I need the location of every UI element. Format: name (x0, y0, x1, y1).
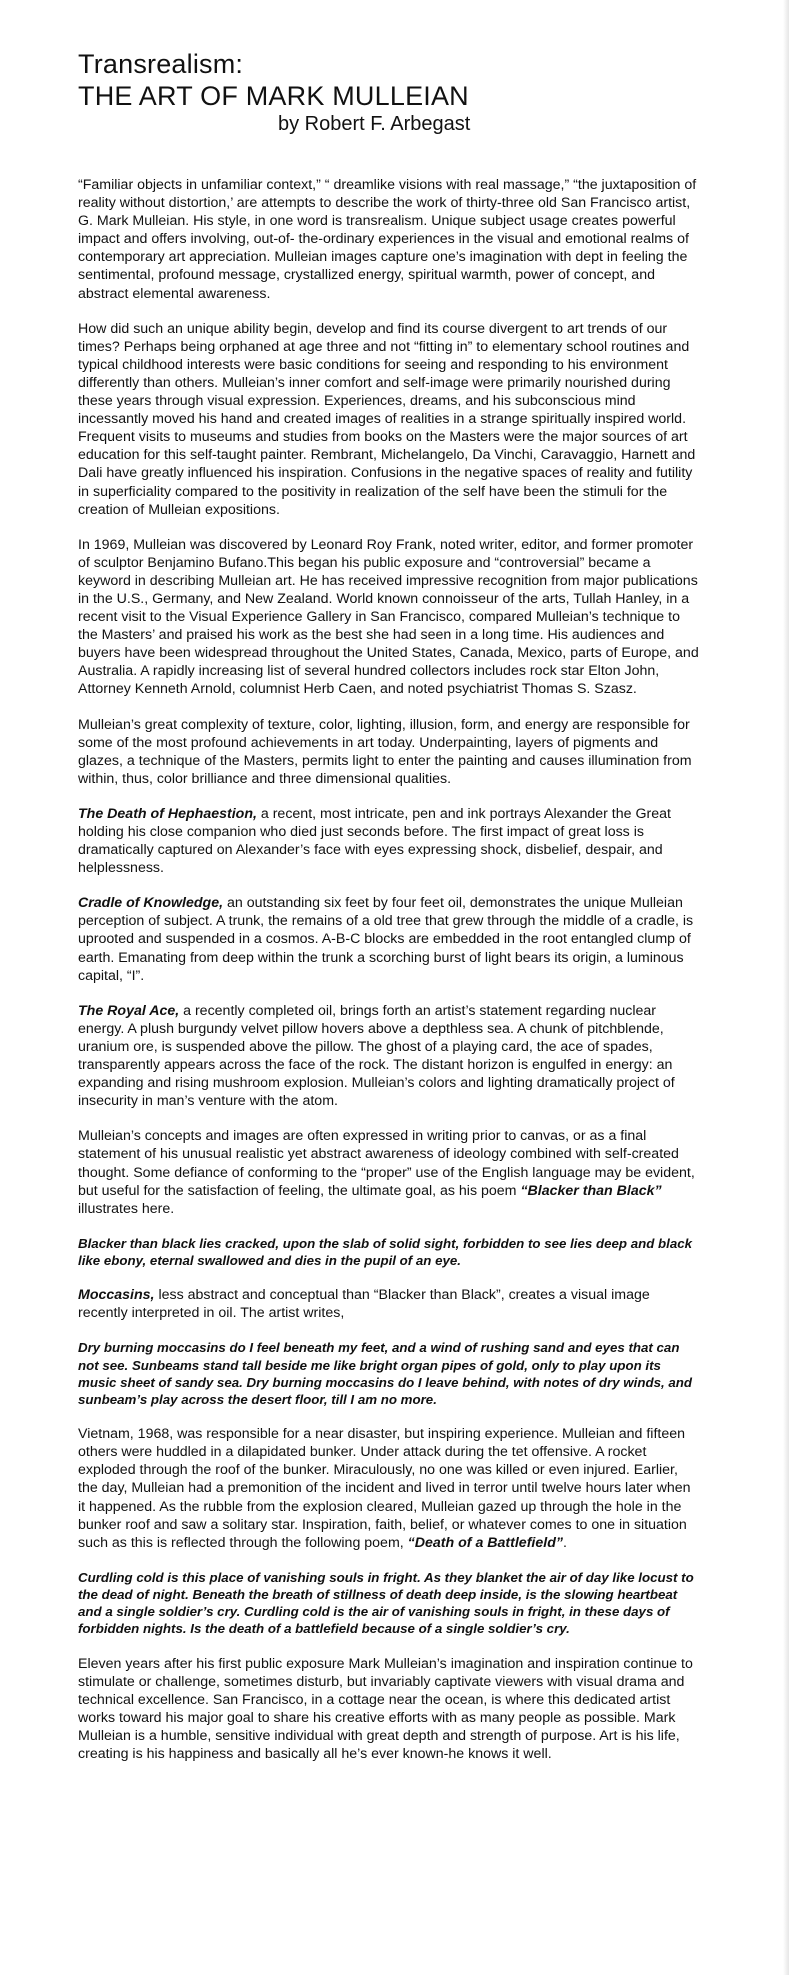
paragraph-hephaestion-text: a recent, most intricate, pen and ink portrays Alexander the Great holding his close companion who died just seconds before. The first impact of great loss is dramatically captured on Alexander’s face with eyes expressing shock, disbelief, despair, and helplessness. (78, 805, 671, 877)
paragraph-royal-ace (78, 1002, 699, 1111)
artwork-title-moccasins: Moccasins, (78, 1287, 155, 1304)
artwork-title-hephaestion: The Death of Hephaestion, (78, 805, 257, 822)
paragraph-concepts (78, 1127, 699, 1217)
paragraph-intro: “Familiar objects in unfamiliar context,” “ dreamlike visions with real massage,” “the juxtaposition of reality without distortion,’ are attempts to describe the work of thirty-three old San Francisco artist, G. Mark Mulleian. His style, in one word is transrealism. Unique subject usage creates powerful impact and offers involving, out-of- the-ordinary experiences in the visual and emotional realms of contemporary art appreciation. Mulleian images capture one’s imagination with dept in feeling the sentimental, profound message, crystallized energy, spiritual warmth, power of concept, and abstract elemental awareness. (78, 177, 697, 302)
artwork-title-cradle: Cradle of Knowledge, (78, 895, 224, 912)
title-line-2: THE ART OF MARK MULLEIAN (78, 81, 469, 111)
paragraph-cradle-text: an outstanding six feet by four feet oil, demonstrates the unique Mulleian perception of subject. A trunk, the remains of a old tree that grew through the middle of a cradle, is uprooted and suspended in a cosmos. A-B-C blocks are embedded in the root entangled clump of earth. Emanating from deep within the trunk a scorching burst of light bears its origin, a luminous capital, “I”. (78, 895, 694, 984)
paragraph-moccasins-text: less abstract and conceptual than “Blacker than Black”, creates a visual image recently interpreted in oil. The artist writes, (78, 1287, 650, 1322)
page-edge-shadow (783, 0, 789, 1975)
title-line-1: Transrealism: (78, 49, 244, 79)
paragraph-concepts-text: Mulleian’s concepts and images are often expressed in writing prior to canvas, or as a final statement of his unusual realistic yet abstract awareness of ideology combined with self-created thought. Some defiance of conforming to the “proper” use of the English language may be evident, but useful for the satisfaction of feeling, the ultimate goal, as his poem (78, 1128, 695, 1199)
paragraph-hephaestion (78, 805, 699, 877)
poem-moccasins: Dry burning moccasins do I feel beneath my feet, and a wind of rushing sand and eyes that can not see. Sunbeams stand tall beside me like bright organ pipes of gold, only to play upon its music sheet of sandy sea. Dry burning moccasins do I leave behind, with notes of dry winds, and sunbeam’s play across the desert floor, till I am no more. (78, 1340, 693, 1407)
poem-blacker-than-black: Blacker than black lies cracked, upon the slab of solid sight, forbidden to see lies deep and black like ebony, eternal swallowed and dies in the pupil of an eye. (78, 1235, 693, 1268)
paragraph-moccasins (78, 1286, 699, 1322)
paragraph-vietnam (78, 1425, 699, 1552)
paragraph-concepts-end: illustrates here. (78, 1200, 175, 1217)
artwork-title-royal-ace: The Royal Ace, (78, 1002, 180, 1019)
paragraph-royal-ace-text: a recently completed oil, brings forth an artist’s statement regarding nuclear energy. A plush burgundy velvet pillow hovers above a depthless sea. A chunk of pitchblende, uranium ore, is suspended above the pillow. The ghost of a playing card, the ace of spades, transparently appears across the face of the rock. The distant horizon is engulfed in energy: an expanding and rising mushroom explosion. Mulleian’s colors and lighting dramatically project of insecurity in man’s venture with the atom. (78, 1002, 675, 1110)
paragraph-vietnam-text: Vietnam, 1968, was responsible for a near disaster, but inspiring experience. Mulleian and fifteen others were huddled in a dilapidated bunker. Under attack during the tet offensive. A rocket exploded through the roof of the bunker. Miraculously, no one was killed or even injured. Earlier, the day, Mulleian had a premonition of the incident and lived in terror until twelve hours later when it happened. As the rubble from the explosion cleared, Mulleian gazed up through the hole in the bunker roof and saw a solitary star. Inspiration, faith, belief, or whatever comes to one in situation such as this is reflected through the following poem, (78, 1426, 691, 1551)
paragraph-origins: How did such an unique ability begin, develop and find its course divergent to art trends of our times? Perhaps being orphaned at age three and not “fitting in” to elementary school routines and typical childhood interests were basic conditions for seeing and responding to his environment differently than others. Mulleian’s inner comfort and self-image were primarily nourished during these years through visual expression. Experiences, dreams, and his subconscious mind incessantly moved his hand and created images of realities in a strange spiritually inspired world. Frequent visits to museums and studies from books on the Masters were the major sources of art education for this self-taught painter. Rembrant, Michelangelo, Da Vinchi, Caravaggio, Harnett and Dali have greatly influenced his inspiration. Confusions in the negative spaces of reality and futility in superficiality compared to the positivity in realization of the self have been the stimuli for the creation of Mulleian expositions. (78, 320, 696, 518)
poem-title-battlefield: “Death of a Battlefield” (407, 1534, 563, 1551)
poem-death-of-a-battlefield: Curdling cold is this place of vanishing souls in fright. As they blanket the air of day like locust to the dead of night. Beneath the breath of stillness of death deep inside, is the slowing heartbeat and a single soldier’s cry. Curdling cold is the air of vanishing souls in fright, in these days of forbidden nights. Is the death of a battlefield because of a single soldier’s cry. (78, 1569, 694, 1637)
paragraph-technique: Mulleian’s great complexity of texture, color, lighting, illusion, form, and energy are responsible for some of the most profound achievements in art today. Underpainting, layers of pigments and glazes, a technique of the Masters, permits light to enter the painting and causes illumination from within, thus, color brilliance and three dimensional qualities. (78, 716, 692, 787)
paragraph-vietnam-end: . (562, 1534, 567, 1551)
poem-title-blacker: “Blacker than Black” (520, 1182, 662, 1199)
paragraph-cradle (78, 894, 699, 984)
byline: by Robert F. Arbegast (278, 113, 471, 135)
paragraph-closing: Eleven years after his first public exposure Mark Mulleian’s imagination and inspiration continue to stimulate or challenge, sometimes disturb, but invariably captivate viewers with visual drama and technical excellence. San Francisco, in a cottage near the ocean, is where this dedicated artist works toward his major goal to share his creative efforts with as many people as possible. Mark Mulleian is a humble, sensitive individual with great depth and strength of purpose. Art is his life, creating is his happiness and basically all he’s ever known-he knows it well. (78, 1655, 693, 1763)
paragraph-discovery: In 1969, Mulleian was discovered by Leonard Roy Frank, noted writer, editor, and former promoter of sculptor Benjamino Bufano.This began his public exposure and “controversial” became a keyword in describing Mulleian art. He has received impressive recognition from major publications in the U.S., Germany, and New Zealand. World known connoisseur of the arts, Tullah Hanley, in a recent visit to the Visual Experience Gallery in San Francisco, compared Mulleian’s technique to the Masters’ and praised his work as the best she had seen in a long time. His audiences and buyers have been widespread throughout the United States, Canada, Mexico, parts of Europe, and Australia. A rapidly increasing list of several hundred collectors includes rock star Elton John, Attorney Kenneth Arnold, columnist Herb Caen, and noted psychiatrist Thomas S. Szasz. (78, 536, 699, 698)
